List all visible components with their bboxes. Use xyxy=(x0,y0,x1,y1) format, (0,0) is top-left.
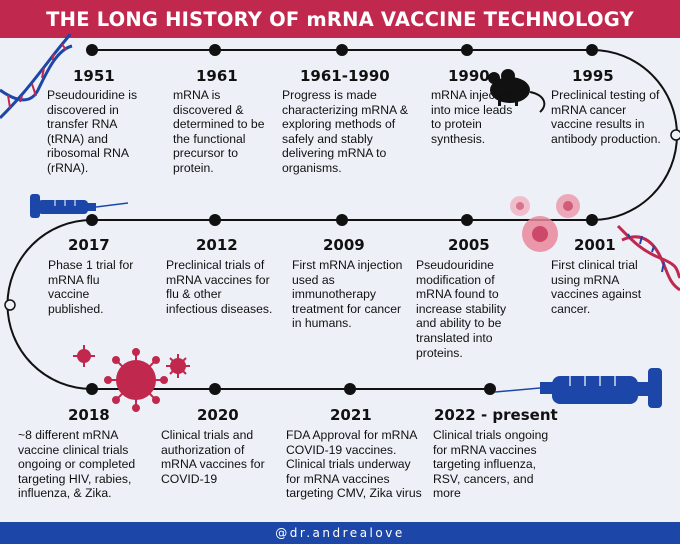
event-year: 2012 xyxy=(196,236,238,254)
timeline-start-ring xyxy=(5,300,15,310)
event-year: 2022 - present xyxy=(434,406,558,424)
event-description: FDA Approval for mRNA COVID-19 vaccines. Clinical trials underway for mRNA vaccines targeting CMV, Zika virus xyxy=(286,428,422,501)
page-title: THE LONG HISTORY OF mRNA VACCINE TECHNOLOGY xyxy=(0,0,680,38)
event-year: 1961 xyxy=(196,67,238,85)
event-description: Clinical trials ongoing for mRNA vaccines targeting influenza, RSV, cancers, and more xyxy=(433,428,549,501)
event-year: 2017 xyxy=(68,236,110,254)
event-year: 2005 xyxy=(448,236,490,254)
event-description: Progress is made characterizing mRNA & exploring methods of safely and stably delivering mRNA to organisms. xyxy=(282,88,408,175)
event-year: 1951 xyxy=(73,67,115,85)
event-year: 2001 xyxy=(574,236,616,254)
event-year: 2021 xyxy=(330,406,372,424)
event-description: Pseudouridine modification of mRNA found to increase stability and ability to be translated into proteins. xyxy=(416,258,507,360)
event-year: 1995 xyxy=(572,67,614,85)
event-description: Preclinical trials of mRNA vaccines for flu & other infectious diseases. xyxy=(166,258,273,316)
event-year: 1990 xyxy=(448,67,490,85)
event-description: Pseudouridine is discovered in transfer RNA (tRNA) and ribosomal RNA (rRNA). xyxy=(47,88,138,175)
event-description: First mRNA injection used as immunotherapy treatment for cancer in humans. xyxy=(292,258,403,331)
event-description: Clinical trials and authorization of mRNA vaccines for COVID-19 xyxy=(161,428,265,486)
virus-icon xyxy=(73,345,190,411)
event-year: 2009 xyxy=(323,236,365,254)
event-description: mRNA is discovered & determined to be the functional precursor to protein. xyxy=(173,88,265,175)
event-description: Phase 1 trial for mRNA flu vaccine published. xyxy=(48,258,134,316)
event-description: Preclinical testing of mRNA cancer vaccine results in antibody production. xyxy=(551,88,661,146)
footer-handle: @dr.andrealove xyxy=(0,522,680,544)
timeline-end-ring xyxy=(671,130,680,140)
syringe-icon xyxy=(495,368,662,408)
event-year: 2020 xyxy=(197,406,239,424)
syringe-icon xyxy=(30,194,128,218)
cell-icon xyxy=(510,194,580,252)
event-description: mRNA injected into mice leads to protein synthesis. xyxy=(431,88,513,146)
event-year: 1961-1990 xyxy=(300,67,390,85)
event-description: First clinical trial using mRNA vaccines against cancer. xyxy=(551,258,642,316)
event-description: ~8 different mRNA vaccine clinical trials ongoing or completed targeting HIV, rabies, influenza, & Zika. xyxy=(18,428,136,501)
event-year: 2018 xyxy=(68,406,110,424)
